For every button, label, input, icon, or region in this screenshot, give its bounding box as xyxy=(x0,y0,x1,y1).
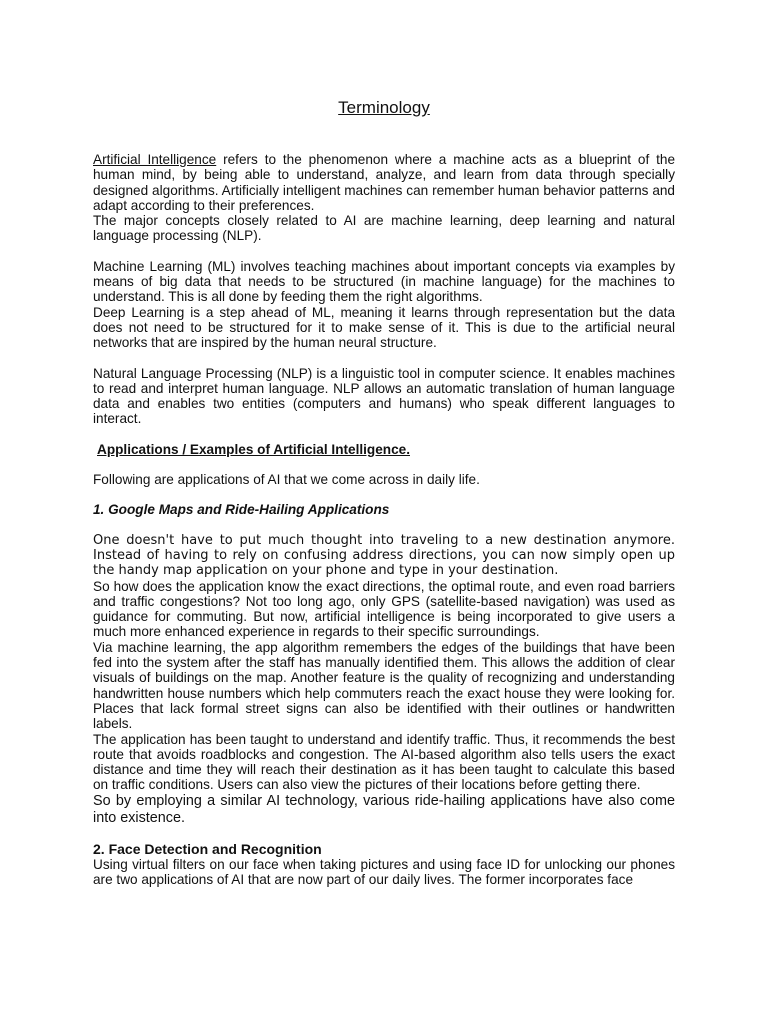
page-title: Terminology xyxy=(338,98,430,117)
ml-paragraph: Machine Learning (ML) involves teaching machines about important concepts via examples by means of big data that needs to be structured (in machine language) for the machines to understand. This is all done by feeding them the right algorithms. xyxy=(93,258,675,305)
maps-paragraph-5: So by employing a similar AI technology, various ride-hailing applications have also come into existence. xyxy=(93,792,675,826)
applications-heading: Applications / Examples of Artificial Intelligence. xyxy=(97,441,410,457)
ai-term: Artificial Intelligence xyxy=(93,152,217,167)
maps-paragraph-4: The application has been taught to understand and identify traffic. Thus, it recommends the best route that avoids roadblocks and congestion. The AI-based algorithm also tells users the exact distance and time they will reach their destination as it has been taught to calculate this based on traffic conditions. Users can also view the pictures of their locations before getting there. xyxy=(93,731,675,793)
ai-definition-paragraph xyxy=(93,152,675,213)
maps-paragraph-3: Via machine learning, the app algorithm remembers the edges of the buildings that have been fed into the system after the staff has manually identified them. This allows the addition of clear visuals of buildings on the map. Another feature is the quality of recognizing and understanding handwritten house numbers which help commuters reach the exact house they were looking for. Places that lack formal street signs can also be identified with their outlines or handwritten labels. xyxy=(93,639,675,732)
ai-definition: refers to the phenomenon where a machine acts as a blueprint of the human mind, by being able to understand, analyze, and learn from data through specially designed algorithms. Artificially intelligent machines can remember human behavior patterns and adapt according to their preferences. xyxy=(93,152,676,213)
heading-google-maps: 1. Google Maps and Ride-Hailing Applications xyxy=(93,502,390,518)
following-paragraph: Following are applications of AI that we come across in daily life. xyxy=(93,472,480,488)
heading-face-detection: 2. Face Detection and Recognition xyxy=(93,840,322,857)
dl-paragraph: Deep Learning is a step ahead of ML, meaning it learns through representation but the data does not need to be structured for it to make sense of it. This is due to the artificial neural networks that are inspired by the human neural structure. xyxy=(93,304,675,351)
document-body xyxy=(93,152,675,888)
nlp-paragraph: Natural Language Processing (NLP) is a linguistic tool in computer science. It enables machines to read and interpret human language. NLP allows an automatic translation of human language data and enables two entities (computers and humans) who speak different languages to interact. xyxy=(93,365,675,427)
maps-paragraph-1: One doesn't have to put much thought into traveling to a new destination anymore. Instead of having to rely on confusing address directions, you can now simply open up the handy map application on your phone and type in your destination. xyxy=(93,532,675,579)
major-concepts-paragraph: The major concepts closely related to AI are machine learning, deep learning and natural language processing (NLP). xyxy=(93,213,675,244)
maps-paragraph-2: So how does the application know the exact directions, the optimal route, and even road barriers and traffic congestions? Not too long ago, only GPS (satellite-based navigation) was used as guidance for commuting. But now, artificial intelligence is being incorporated to give users a much more enhanced experience in regards to their specific surroundings. xyxy=(93,578,675,640)
face-paragraph: Using virtual filters on our face when taking pictures and using face ID for unlocking our phones are two applications of AI that are now part of our daily lives. The former incorporates face xyxy=(93,856,675,888)
